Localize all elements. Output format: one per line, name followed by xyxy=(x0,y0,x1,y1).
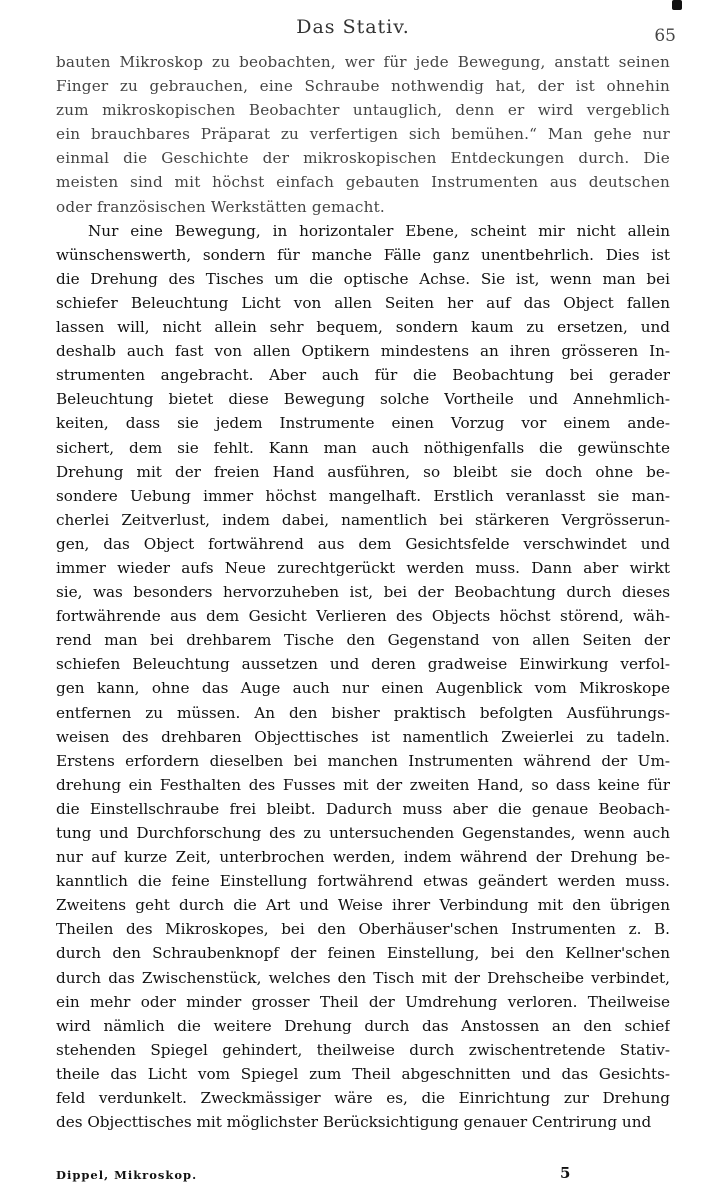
text-line: theile das Licht vom Spiegel zum Theil abgeschnitten und das Gesichts- xyxy=(56,1064,670,1083)
text-line: keiten, dass sie jedem Instrumente einen Vorzug vor einem ande- xyxy=(56,414,670,433)
text-line: gen, das Object fortwährend aus dem Gesichtsfelde verschwindet und xyxy=(56,534,670,553)
text-line: nur auf kurze Zeit, unterbrochen werden, indem während der Drehung be- xyxy=(56,848,670,867)
text-line: sie, was besonders hervorzuheben ist, bei der Beobachtung durch dieses xyxy=(56,583,670,602)
page-footer xyxy=(56,1164,670,1192)
text-line: Beleuchtung bietet diese Bewegung solche Vortheile und Annehmlich- xyxy=(56,390,670,409)
text-line: tung und Durchforschung des zu untersuchenden Gegenstandes, wenn auch xyxy=(56,824,670,842)
text-line: wird nämlich die weitere Drehung durch das Anstossen an den schief xyxy=(56,1016,670,1035)
text-line: schiefer Beleuchtung Licht von allen Seiten her auf das Object fallen xyxy=(56,293,670,312)
text-line: fortwährende aus dem Gesicht Verlieren des Objects höchst störend, wäh- xyxy=(56,607,670,626)
text-line: sondere Uebung immer höchst mangelhaft. Erstlich veranlasst sie man- xyxy=(56,486,670,505)
text-line: lassen will, nicht allein sehr bequem, sondern kaum zu ersetzen, und xyxy=(56,318,670,337)
signature-mark: 5 xyxy=(560,1164,571,1182)
text-line: die Drehung des Tisches um die optische Achse. Sie ist, wenn man bei xyxy=(56,269,670,288)
text-line: immer wieder aufs Neue zurechtgerückt werden muss. Dann aber wirkt xyxy=(56,558,670,577)
text-line: gen kann, ohne das Auge auch nur einen Augenblick vom Mikroskope xyxy=(56,679,670,698)
text-line: entfernen zu müssen. An den bisher praktisch befolgten Ausführungs- xyxy=(56,703,670,722)
text-line: meisten sind mit höchst einfach gebauten Instrumenten aus deutschen xyxy=(56,173,670,192)
paragraph-continuation xyxy=(56,50,670,219)
text-line: Nur eine Bewegung, in horizontaler Ebene, scheint mir nicht allein xyxy=(88,221,670,240)
running-title: Das Stativ. xyxy=(296,16,410,38)
text-line: strumenten angebracht. Aber auch für die Beobachtung bei gerader xyxy=(56,366,670,385)
paragraph-rotation-stage xyxy=(56,219,670,1135)
text-line: kanntlich die feine Einstellung fortwährend etwas geändert werden muss. xyxy=(56,872,670,891)
text-line: oder französischen Werkstätten gemacht. xyxy=(56,197,385,216)
text-line: cherlei Zeitverlust, indem dabei, namentlich bei stärkeren Vergrösserun- xyxy=(56,510,670,529)
text-line: wünschenswerth, sondern für manche Fälle ganz unentbehrlich. Dies ist xyxy=(56,245,670,264)
text-line: weisen des drehbaren Objecttisches ist namentlich Zweierlei zu tadeln. xyxy=(56,727,670,746)
text-line: zum mikroskopischen Beobachter untauglich, denn er wird vergeblich xyxy=(56,101,670,120)
text-line: ein mehr oder minder grosser Theil der Umdrehung verloren. Theilweise xyxy=(56,992,670,1011)
text-line: einmal die Geschichte der mikroskopischen Entdeckungen durch. Die xyxy=(56,149,670,168)
text-line: schiefen Beleuchtung aussetzen und deren gradweise Einwirkung verfol- xyxy=(56,655,670,674)
text-line: deshalb auch fast von allen Optikern mindestens an ihren grösseren In- xyxy=(56,342,670,361)
body-text xyxy=(56,50,670,1134)
text-line: sichert, dem sie fehlt. Kann man auch nöthigenfalls die gewünschte xyxy=(56,438,670,457)
text-line: drehung ein Festhalten des Fusses mit der zweiten Hand, so dass keine für xyxy=(56,775,670,794)
text-line: feld verdunkelt. Zweckmässiger wäre es, die Einrichtung zur Drehung xyxy=(56,1089,670,1108)
text-line: die Einstellschraube frei bleibt. Dadurch muss aber die genaue Beobach- xyxy=(56,799,670,818)
text-line: bauten Mikroskop zu beobachten, wer für jede Bewegung, anstatt seinen xyxy=(56,53,670,71)
page-header xyxy=(0,8,706,48)
text-line: durch das Zwischenstück, welches den Tisch mit der Drehscheibe verbindet, xyxy=(56,968,670,987)
text-line: durch den Schraubenknopf der feinen Einstellung, bei den Kellner'schen xyxy=(56,944,670,963)
text-line: des Objecttisches mit möglichster Berücksichtigung genauer Centrirung und xyxy=(56,1113,652,1132)
text-line: rend man bei drehbarem Tische den Gegenstand von allen Seiten der xyxy=(56,631,670,650)
text-line: Theilen des Mikroskopes, bei den Oberhäuser'schen Instrumenten z. B. xyxy=(56,920,670,939)
text-line: Finger zu gebrauchen, eine Schraube nothwendig hat, der ist ohnehin xyxy=(56,77,670,96)
text-line: Zweitens geht durch die Art und Weise ihrer Verbindung mit den übrigen xyxy=(56,896,670,915)
text-line: Drehung mit der freien Hand ausführen, so bleibt sie doch ohne be- xyxy=(56,462,670,481)
text-line: ein brauchbares Präparat zu verfertigen sich bemühen.“ Man gehe nur xyxy=(56,125,670,144)
text-line: stehenden Spiegel gehindert, theilweise durch zwischentretende Stativ- xyxy=(56,1040,670,1059)
printer-signature: Dippel, Mikroskop. xyxy=(56,1168,198,1182)
page-number: 65 xyxy=(654,26,676,46)
text-line: Erstens erfordern dieselben bei manchen Instrumenten während der Um- xyxy=(56,751,670,770)
